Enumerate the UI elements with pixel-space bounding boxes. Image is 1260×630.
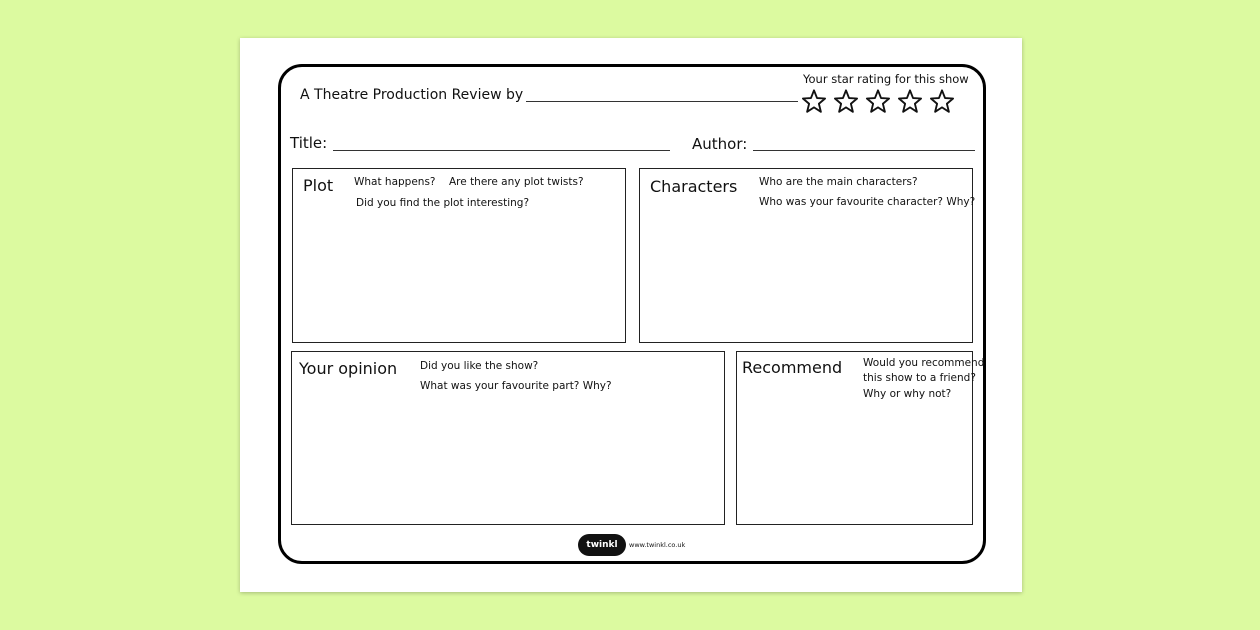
star-icon xyxy=(896,88,924,116)
recommend-title: Recommend xyxy=(742,358,843,377)
characters-box xyxy=(639,168,976,343)
reviewer-name-line xyxy=(526,101,798,102)
recommend-box xyxy=(736,351,985,525)
opinion-box xyxy=(291,351,725,525)
recommend-question: this show to a friend? xyxy=(863,372,976,384)
header-title: A Theatre Production Review by xyxy=(300,87,524,103)
star-rating xyxy=(800,88,956,116)
author-label: Author: xyxy=(692,135,748,153)
plot-question: Are there any plot twists? xyxy=(449,176,584,188)
title-line xyxy=(333,150,670,151)
title-label: Title: xyxy=(290,134,328,152)
footer-url: www.twinkl.co.uk xyxy=(629,541,686,549)
star-icon xyxy=(832,88,860,116)
star-icon xyxy=(864,88,892,116)
opinion-question: Did you like the show? xyxy=(420,360,539,372)
plot-question: Did you find the plot interesting? xyxy=(356,197,530,209)
star-rating-label: Your star rating for this show xyxy=(803,72,969,86)
plot-box xyxy=(292,168,626,343)
author-line xyxy=(753,150,975,151)
characters-question: Who was your favourite character? Why? xyxy=(759,196,976,208)
opinion-question: What was your favourite part? Why? xyxy=(420,380,612,392)
characters-title: Characters xyxy=(650,177,738,196)
opinion-title: Your opinion xyxy=(299,359,398,378)
twinkl-logo: twinkl xyxy=(578,534,626,556)
star-icon xyxy=(800,88,828,116)
recommend-question: Would you recommend xyxy=(863,357,985,369)
recommend-question: Why or why not? xyxy=(863,388,952,400)
star-icon xyxy=(928,88,956,116)
plot-question: What happens? xyxy=(354,176,436,188)
characters-question: Who are the main characters? xyxy=(759,176,918,188)
worksheet xyxy=(240,38,1022,592)
plot-title: Plot xyxy=(303,176,334,195)
